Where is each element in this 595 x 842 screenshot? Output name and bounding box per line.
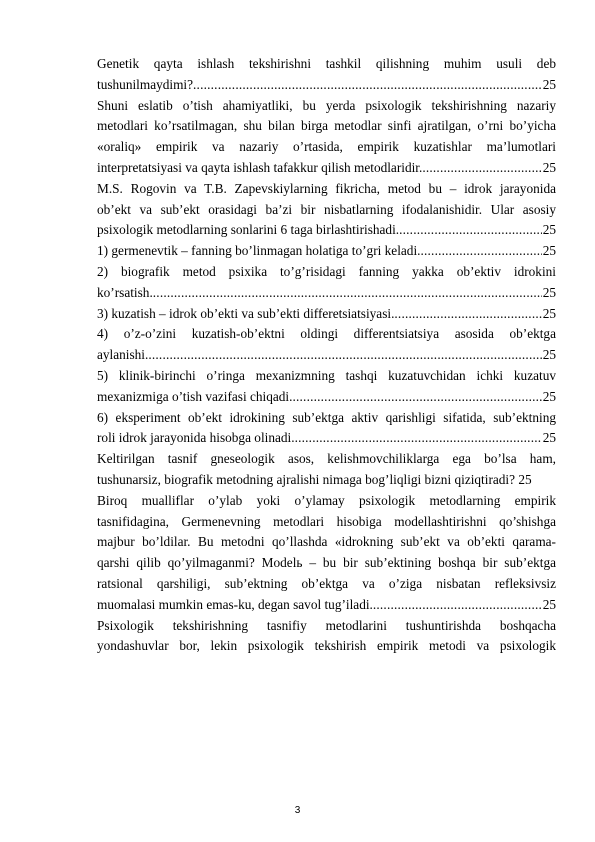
toc-page-number: 25 <box>542 596 556 612</box>
toc-page-number: 25 <box>542 284 556 300</box>
page-number: 3 <box>294 805 301 816</box>
toc-line <box>97 158 556 179</box>
toc-line: majbur bo’ldilar. Bu metodni qo’llashda «idrokning sub’ekt va ob’ekti qarama- <box>97 534 556 550</box>
dot-leader <box>295 428 542 449</box>
dot-leader <box>373 595 542 616</box>
toc-line: Shuni eslatib o’tish ahamiyatliki, bu yerda psixologik tekshirishning nazariy <box>97 97 556 113</box>
dot-leader <box>394 304 541 325</box>
dot-leader <box>153 283 542 304</box>
toc-line: M.S. Rogovin va T.B. Zapevskiylarning fikricha, metod bu – idrok jarayonida <box>97 180 556 196</box>
toc-line: 6) eksperiment ob’ekt idrokining sub’ektga aktiv qarishligi sifatida, sub’ektning <box>97 409 556 425</box>
toc-line: metodlari ko’rsatilmagan, shu bilan birga metodlar sinfi ajratilgan, o’rni bo’yicha <box>97 118 556 134</box>
toc-entry-text: aylanishi. <box>97 347 149 363</box>
toc-line <box>97 220 556 241</box>
toc-line <box>97 241 556 262</box>
toc-entry-text: psixologik metodlarning sonlarini 6 taga birlashtirishadi. <box>97 222 400 238</box>
dot-leader <box>193 75 542 96</box>
toc-line: tushunarsiz, biografik metodning ajralishi nimaga bog’liqligi bizni qiziqtiradi? 25 <box>97 471 532 487</box>
dot-leader <box>148 345 541 366</box>
toc-line <box>97 428 556 449</box>
toc-page-number: 25 <box>542 76 556 92</box>
dot-leader <box>292 387 541 408</box>
toc-line <box>97 283 556 304</box>
toc-line: 2) biografik metod psixika to’g’risidagi fanning yakka ob’ektiv idrokini <box>97 263 556 279</box>
toc-line: Keltirilgan tasnif gneseologik asos, kelishmovchiliklarga ega bo’lsa ham, <box>97 451 556 467</box>
toc-line: «oraliq» empirik va nazariy o’rtasida, empirik kuzatishlar ma’lumotlari <box>97 139 556 155</box>
table-of-contents <box>97 54 556 657</box>
toc-line <box>97 345 556 366</box>
dot-leader <box>422 158 541 179</box>
toc-line: Genetik qayta ishlash tekshirishni tashkil qilishning muhim usuli deb <box>97 56 556 71</box>
toc-page-number: 25 <box>542 222 556 238</box>
toc-page-number: 25 <box>542 243 556 259</box>
toc-entry-text: mexanizmiga o’tish vazifasi chiqadi. <box>97 388 293 404</box>
dot-leader <box>420 241 541 262</box>
toc-entry-text: interpretatsiyasi va qayta ishlash tafakkur qilish metodlaridir. <box>97 159 423 175</box>
toc-page-number: 25 <box>542 305 556 321</box>
toc-entry-text: muomalasi mumkin emas-ku, degan savol tug’iladi. <box>97 596 373 612</box>
toc-page-number: 25 <box>542 347 556 363</box>
toc-line: tasnifidagina, Germenevning metodlari hisobiga modellashtirishni qo’shishga <box>97 513 556 529</box>
toc-page-number: 25 <box>542 430 556 446</box>
toc-entry-text: 1) germenevtik – fanning bo’linmagan holatiga to’gri keladi. <box>97 243 421 259</box>
toc-entry-text: ko’rsatish. <box>97 284 153 300</box>
toc-line: 4) o’z-o’zini kuzatish-ob’ektni oldingi differentsiatsiya asosida ob’ektga <box>97 326 556 342</box>
toc-line: qarshi qilib qo’yilmaganmi? Modelь – bu bir sub’ektining boshqa bir sub’ektga <box>97 555 556 571</box>
toc-page-number: 25 <box>542 159 556 175</box>
toc-entry-text: 3) kuzatish – idrok ob’ekti va sub’ekti differetsiatsiyasi. <box>97 305 395 321</box>
toc-page-number: 25 <box>542 388 556 404</box>
toc-line: Biroq mualliflar o’ylab yoki o’ylamay psixologik metodlarning empirik <box>97 492 556 508</box>
toc-line: ratsional qarshiligi, sub’ektning ob’ektga va o’ziga nisbatan refleksivsiz <box>97 575 556 591</box>
toc-entry-text: roli idrok jarayonida hisobga olinadi. <box>97 430 295 446</box>
toc-line <box>97 75 556 96</box>
toc-entry-text: tushunilmaydimi? <box>97 76 194 92</box>
toc-line <box>97 387 556 408</box>
dot-leader <box>399 220 542 241</box>
toc-line: ob’ekt va sub’ekt orasidagi ba’zi bir nisbatlarning ifodalanishidir. Ular asosiy <box>97 201 556 217</box>
toc-line <box>97 304 556 325</box>
toc-line <box>97 595 556 616</box>
toc-line: 5) klinik-birinchi o’ringa mexanizmning tashqi kuzatuvchidan ichki kuzatuv <box>97 367 556 383</box>
toc-line: yondashuvlar bor, lekin psixologik tekshirish empirik metodi va psixologik <box>97 638 556 654</box>
toc-line: Psixologik tekshirishning tasnifiy metodlarini tushuntirishda boshqacha <box>97 617 556 633</box>
